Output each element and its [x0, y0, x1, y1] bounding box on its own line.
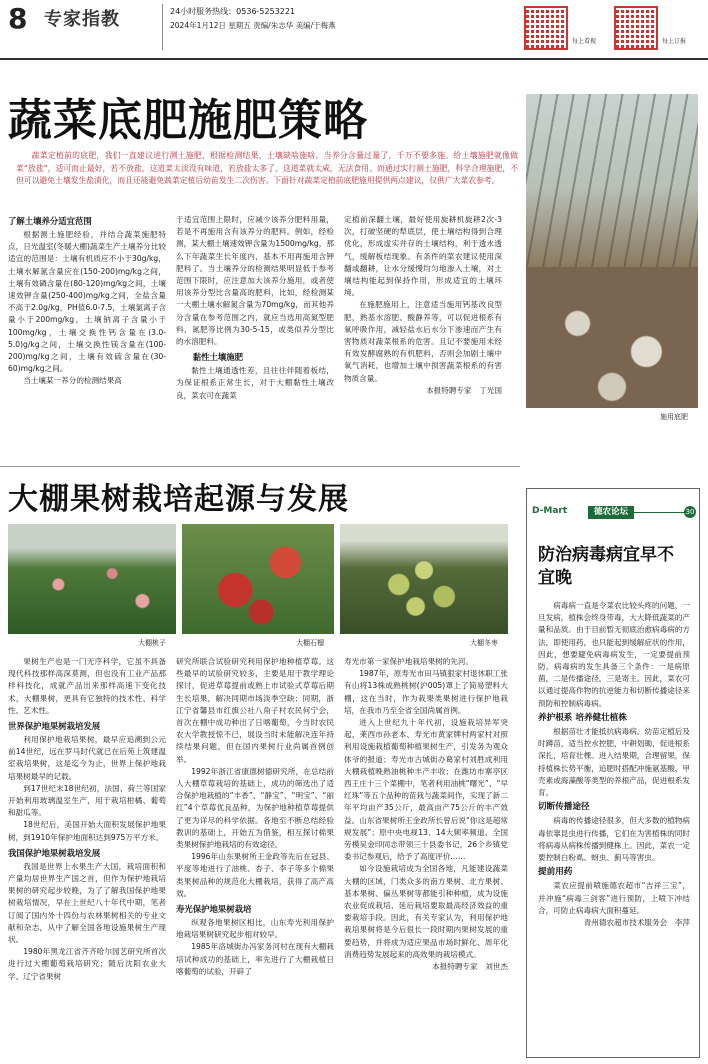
sidebar-title: 防治病毒病宜早不宜晚: [538, 545, 674, 588]
paragraph: 1980年黑龙江省齐齐哈尔园艺研究所首次进行过大棚葡萄栽培研究；随后沈阳农业大学、辽宁省果树: [8, 947, 166, 981]
paragraph: 研究所联合试验研究利用保护地种植草莓。这些最早的试验研究较多，主要是用于教学理论探讨，促进草莓提前或熟上市试验式草莓后期生长培果，解决同期市场淡季空缺；同期，浙江宁省馨县市红旗公社八角子村农民何宁会，首次在棚中成功种出了日喀葡萄，今当时农民农大学教授惊不已，展设当时未能解决连年持续结果问题，但在国内果树行业尚属首例创举。: [176, 657, 334, 764]
paragraph: 如今设施栽培成为全国各地，凡能建设蔬菜大棚的区域，门类众多的南方果树、北方果树、基本果树、偏丛果树等都能引种种植，成为设施农业促成栽培、延后栽培要取最高经济效益的重要栽培手段。因此，有关专家认为，利用保护地栽培果树将是今后很长一段时期内果树发展的重要趋势，并将成为适应果品市场时鲜化、周年化消费趋势发展起来的高效果的栽培模式。: [344, 864, 508, 959]
photo-caption: 大棚石榴: [296, 639, 324, 647]
paragraph: 病毒的传播途径很多，但大多数的植物病毒依靠昆虫进行传播，它们在为害植株的同时将病毒从病株传播到健株上。因此，菜农一定要控制白粉虱、蚜虫、蓟马等害虫。: [538, 816, 690, 863]
brand-logo: D-Mart: [532, 506, 568, 516]
article1-col1: [8, 212, 166, 388]
photo-peach: [8, 524, 176, 634]
photo-caption: 大棚冬枣: [470, 639, 498, 647]
paragraph: 病毒病一直是令菜农比较头疼的问题，一旦发病，植株会终身带毒，大大降低蔬菜的产量和品质。由于目前暂无彻底治愈病毒病的方法，即使用药，也只能起到缓解症状的作用，因此，想要避免病毒病发生，一定要提前预防。病毒病的发生具备三个条件：一是病原菌，二是传播途径，三是寄主。因此，菜农可以通过提高作物的抗逆能力和切断传播途径来预防和控制病毒病。: [538, 601, 690, 708]
section-rule: [0, 466, 520, 467]
paragraph: 1996年山东果树所王金政等先后在冠县、平度等地进行了油桃、杏子、李子等多个棉果类果树品种的规范化大棚栽培，获得了高产高效。: [176, 852, 334, 898]
article1-col2: [176, 214, 334, 402]
issue-badge: 30: [685, 508, 695, 516]
byline: 本报特聘专家 刘世杰: [432, 962, 508, 972]
subhead: 黏性土壤施肥: [192, 352, 244, 363]
article2-col2: [176, 656, 334, 978]
hotline: 24小时服务热线：0536-5253221: [170, 7, 296, 16]
header-divider: [162, 4, 163, 50]
byline: 本报特聘专家 丁光国: [426, 385, 502, 395]
photo-pomegranate: [182, 524, 334, 634]
paragraph: 根据苗壮才能抵抗病毒病。幼苗定植后及时蹲苗，适当控水控肥，中耕划锄，促进根系深扎，培育壮棵。进入结果期，合理留果，保持植株长势平衡，追肥时搭配冲施氨基酸、甲壳素或海藻酸等类型的养根产品，促进根系发育。: [538, 727, 690, 798]
subhead: 提前用药: [538, 867, 573, 878]
photo-fertilizer: [526, 94, 698, 408]
paragraph: 18世纪后，美国开始大面积发展保护地果树，到1910年保护地面积达到975万平方米。: [8, 820, 166, 842]
paragraph: 黏性土壤通透性差，且往往伴随着板结，为保证根系正常生长，对于大棚黏性土壤改良，菜农可在蔬菜: [176, 366, 334, 400]
paragraph: 根据测土施肥经验，并结合蔬菜施肥特点，日光温室(冬暖大棚)蔬菜生产土壤养分比较适宜的范围是：土壤有机质应不小于30g/kg，土壤水解氮含量应在(150-200)mg/kg之间，土壤有效磷含量在(80-120)mg/kg之间，土壤速效钾含量(250-400)mg/kg之间，全盐含量不高于2.0g/kg，PH值6.0-7.5，土壤氯离子含量小于200mg/kg，土壤钠离子含量小于100mg/kg，土壤交换性钙含量在(3.0-5.0)g/kg之间，土壤交换性镁含量在(100-200)mg/kg之间，土壤有效硫含量在(30-60)mg/kg之间。: [8, 230, 166, 374]
header-rule: [0, 58, 708, 60]
paragraph: 菜农应提前喷施德农超市“吉祥三宝”，并冲施“病毒三剑客”进行预防，上喷下冲结合，可防止病毒病大面积蔓延。: [538, 881, 690, 915]
paragraph: 1992年浙江省康德树德研究所，在总结前人大棚草莓栽培的基础上，成功的筛选出了适合保护地栽植的“丰香”、“静宝”、“明宝”、“丽红”4个草莓优良品种，为保护地种植草莓提供了更为详尽的科学依据。各地至不断总结经验教训的基础上，开始五为借鉴，相互探讨棉果类果树保护地栽培的有效途径。: [176, 766, 334, 850]
paragraph: 进入上世纪九十年代初，设施栽培异军突起，莱西市孙老本、寿光市黄家牌村两家村对照利用设施栽植葡萄种植果树生产，引发务为观众体爷的报道；寿光市古城街办葛家村刘胜成利用大棚栽植晚熟油桃种丰产丰收；在潍坊市寨亭区西王庄十三个菜棚中，笔者利用油桃“曙光”、“早红珠”等五个品种的苗栽与蔬菜间作，实现了新二年平均亩产35公斤，最高亩产75公斤的丰产效益。山东省果树所王金政所长曾后说“你这是超常规发展”；原中央电视13、14大频率频道、全国劳模吴金印同志带领三十县委书记，26个乡镇党委书记参观后，给予了高度评价……: [344, 718, 508, 862]
subhead: 寿光保护地果树栽培: [176, 904, 252, 915]
qr-code-icon[interactable]: [614, 6, 658, 50]
paragraph: 我国是世界上水果生产大国，栽培面积和产量均居世界生产国之首，但作为保护地栽培果树的研究起步较晚，为了了解我国保护地果树栽培情况，早在上世纪八十年代中期，笔者订阅了国内外十四份与农林果树相关的专业文献和杂志，从中了解全国各地设施果树生产现状。: [8, 861, 166, 945]
paragraph: 于适宜范围上限时，应减少该养分肥料用量，若是不再施用含有该养分的肥料。例如，经检测，某大棚土壤速效钾含量为1500mg/kg，那么下年蔬菜生长年度内，基本不用再施用含钾肥料了。当土壤养分的检测结果明显低于参考范围下限时，应注意加大该养分施用，或者使用该养分型比含量高的肥料，比如，经检测某一大棚土壤水解氮含量为70mg/kg，而其他养分含量在参考范围之内，就应当选用高氮型肥料，氮肥等比例为30-5-15，或类似养分型比的水溶肥料。: [176, 215, 334, 347]
paragraph: 定植前深翻土壤，最好使用旋耕机旋耕2次-3次，打破坚硬的犁底层，使土壤结构得到合理优化，形成虚实并存的土壤结构，利于透水透气，缓解板结现象。有条件的菜农建议使用深翻或翻耕，让水分缓慢均匀地渗入土壤，对土壤结构能起到保持作用，形成适宜的土壤环境。: [344, 215, 502, 298]
article2-col3: [344, 656, 508, 973]
article2-col1: [8, 656, 166, 983]
paragraph: 利用保护地栽培果树，最早应追溯到公元前14世纪，远在罗马时代就已在后苑上筑建温室栽培果树，这是迄今为止，世界上保护地栽培果树最早的记载。: [8, 735, 166, 781]
sidebar-body: [538, 600, 690, 929]
paragraph: 1985年洛城街办冯家务河村在现有大棚栽培试种成功的基础上，率先进行了大棚栽植日喀葡萄的试验，开辟了: [176, 942, 334, 976]
paragraph: 到17世纪末18世纪初，法国、荷兰等国家开始利用玻璃温室生产，用于栽培柑橘、葡萄和甜瓜等。: [8, 783, 166, 818]
subhead: 世界保护地果树栽培发展: [8, 721, 101, 732]
article1-col3: [344, 214, 502, 397]
byline: 青州德农超市技术服务会 李萍: [583, 918, 690, 928]
qr2-label: 每上订报: [662, 38, 687, 45]
photo-jujube: [340, 524, 508, 634]
paragraph: 1987年，原寿光市田马镇狠家村退休职工张有山将13株成熟桃树(沪005)罩上了简易塑料大棚，这在当时，作为栽果类果树进行保护地栽培，在我市乃至全省全国尚属首例。: [344, 669, 508, 715]
dateline: 2024年1月12日 星期五 责编/朱志华 美编/于梅燕: [170, 21, 336, 30]
paragraph: 寿光市第一家保护地栽培果树的先河。: [344, 657, 474, 666]
paragraph: 纵观各地果树区相比，山东寿光利用保护地栽培果树研究起步相对较早。: [176, 918, 334, 940]
photo-caption: 大棚桃子: [138, 639, 166, 647]
subhead: 我国保护地果树栽培发展: [8, 847, 101, 858]
paragraph: 当土壤某一养分的检测结果高: [23, 376, 122, 386]
sidebar-column-tag: 德农论坛: [588, 506, 634, 519]
subhead: 养护根系 培养健壮植株: [538, 712, 627, 723]
paragraph: 果树生产也是一门无序科学，它虽不具备现代科技那样高深莫测，但也没有工业产品那样科技化，成就产品出来那样高速下变化技术，大棚果树，更具有它独特的技术性、科学性、艺术性。: [8, 657, 166, 715]
photo-caption: 施用底肥: [660, 413, 688, 421]
article1-title: 蔬菜底肥施肥策略: [8, 95, 368, 146]
page-number: 8: [8, 2, 28, 35]
qr-code-icon[interactable]: [524, 6, 568, 50]
sidebar-brand: [532, 506, 696, 520]
article1-intro: 蔬菜定植前的底肥，我们一直建议进行测土施肥，根据检测结果，土壤缺啥施啥。当养分含量过量了，千万不要多施。给土壤施肥就像做菜“放盐”，适可而止最好，若不放盐，这道菜太淡没有味道，若放盐太多了，这道菜就太咸，无法食用。而通过实行测土施肥，科学合理施肥，不但可以避免土壤发生盐渍化，而且还能避免蔬菜定植后幼苗发生二次伤害。下面针对蔬菜定植前底肥施用提供两点建议，仅供广大菜农参考。: [16, 151, 518, 186]
qr1-label: 每上看视: [572, 38, 597, 45]
article2-title: 大棚果树栽培起源与发展: [8, 482, 349, 517]
subhead: 切断传播途径: [538, 802, 590, 813]
paragraph: 在施肥施用上，注意适当施用钙基改良型肥，熟基水溶肥、酸静养等，可以促进根系有氧呼吸作用，减轻盐水后水分下渗速而产生有害物质对蔬菜根系的危害。且记不要施用未经有效发酵腐熟的有机肥料，否则会加剧土壤中氧气消耗，也增加土壤中损害蔬菜根系的有害物质含量。: [344, 300, 502, 383]
column-name: 专家指教: [44, 9, 120, 30]
brand-line: [632, 512, 688, 513]
subhead: 了解土壤养分适宜范围: [8, 216, 92, 226]
